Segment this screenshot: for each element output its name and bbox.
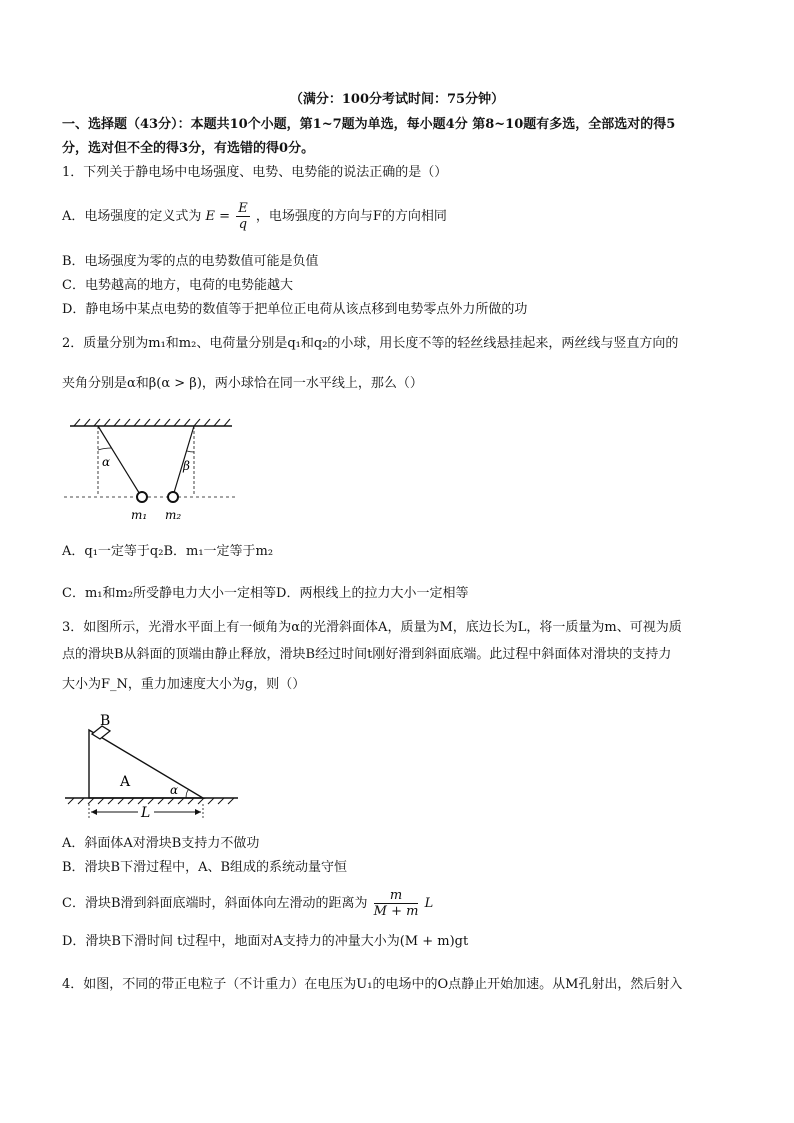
- q1-option-a-fraction: [236, 201, 250, 232]
- alpha-angle-label: α: [170, 783, 179, 797]
- q2-stem-line1: 2．质量分别为m₁和m₂、电荷量分别是q₁和q₂的小球，用长度不等的轻丝线悬挂起来，两丝线与竖直方向的: [62, 336, 679, 351]
- q3-option-d: D．滑块B下滑时间 t过程中，地面对A支持力的冲量大小为(M + m)gt: [62, 934, 469, 949]
- section-title-line1: 一、选择题（43分）：本题共10个小题，第1~7题为单选，每小题4分 第8~10题有多选，全部选对的得5: [62, 117, 676, 132]
- beta-label: β: [183, 459, 190, 473]
- ball-m1: [137, 492, 147, 502]
- q1-option-a-formula-lhs: E =: [205, 209, 231, 224]
- q2-pendulum-figure: [62, 416, 242, 526]
- q3-option-c-suffix: L: [424, 896, 434, 911]
- ceiling-hatching: [74, 419, 230, 426]
- dimension-arrow-left: [91, 809, 97, 815]
- q1-option-c: C．电势越高的地方，电荷的电势能越大: [62, 278, 293, 293]
- dimension-label-l: L: [141, 805, 151, 821]
- q3-stem-line1: 3．如图所示，光滑水平面上有一倾角为α的光滑斜面体A，质量为M，底边长为L，将一质量为m、可视为质: [62, 620, 682, 635]
- q3-option-a: A．斜面体A对滑块B支持力不做功: [62, 836, 260, 851]
- block-b-label: B: [100, 713, 111, 729]
- beta-arc: [187, 451, 194, 452]
- q1-option-b: B．电场强度为零的点的电势数值可能是负值: [62, 254, 319, 269]
- exam-info: （满分：100分考试时间：75分钟）: [289, 92, 505, 107]
- q1-stem: 1．下列关于静电场中电场强度、电势、电势能的说法正确的是（）: [62, 165, 448, 180]
- alpha-label: α: [102, 455, 111, 469]
- m2-label: m₂: [165, 508, 182, 522]
- incline-body-a: [89, 730, 203, 798]
- q2-options-ab: A．q₁一定等于q₂B．m₁一定等于m₂: [62, 544, 274, 559]
- q3-stem-line2: 点的滑块B从斜面的顶端由静止释放，滑块B经过时间t刚好滑到斜面底端。此过程中斜面体对滑块的支持力: [62, 647, 672, 662]
- section-title-line2: 分，选对但不全的得3分，有选错的得0分。: [62, 141, 315, 156]
- m1-label: m₁: [131, 508, 148, 522]
- q1-option-d: D．静电场中某点电势的数值等于把单位正电荷从该点移到电势零点外力所做的功: [62, 302, 528, 317]
- ball-m2: [168, 492, 178, 502]
- q3-option-c-fraction: [374, 888, 419, 919]
- q1-option-a-denominator: q: [238, 217, 248, 232]
- q3-option-c-numerator: m: [374, 888, 419, 904]
- q1-option-a-suffix: ，电场强度的方向与F的方向相同: [255, 209, 447, 224]
- body-a-label: A: [120, 774, 131, 790]
- q3-option-b: B．滑块B下滑过程中，A、B组成的系统动量守恒: [62, 860, 348, 875]
- alpha-angle-arc: [186, 789, 189, 798]
- q2-stem-line2: 夹角分别是α和β(α > β)，两小球恰在同一水平线上，那么（）: [62, 376, 423, 391]
- q4-stem: 4．如图，不同的带正电粒子（不计重力）在电压为U₁的电场中的O点静止开始加速。从M孔射出，然后射入: [62, 977, 683, 992]
- q1-option-a-numerator: E: [238, 201, 248, 216]
- alpha-arc: [98, 448, 112, 450]
- q1-option-a: [62, 197, 742, 237]
- q1-option-a-prefix: A．电场强度的定义式为: [62, 209, 202, 224]
- q2-options-cd: C．m₁和m₂所受静电力大小一定相等D．两根线上的拉力大小一定相等: [62, 586, 469, 601]
- dimension-arrow-right: [195, 809, 201, 815]
- q3-option-c-prefix: C．滑块B滑到斜面底端时，斜面体向左滑动的距离为: [62, 896, 368, 911]
- q3-option-c: [62, 886, 742, 922]
- q3-stem-line3: 大小为F_N，重力加速度大小为g，则（）: [62, 677, 306, 692]
- q3-option-c-denominator: M + m: [373, 904, 419, 919]
- q3-incline-figure: [62, 712, 242, 824]
- ground-hatching: [68, 798, 234, 804]
